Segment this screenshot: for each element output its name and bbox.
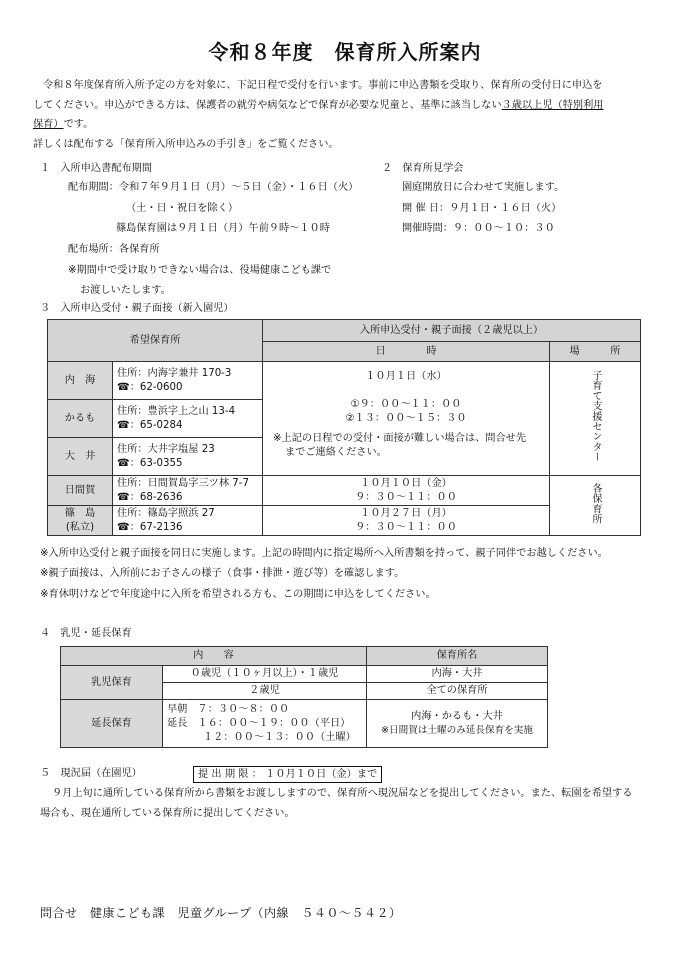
distribution-note-1: ※期間中で受け取りできない場合は、役場健康こども課で <box>68 265 332 276</box>
two-year-schools: 全ての保育所 <box>367 683 548 700</box>
infant-extended-table <box>60 646 548 748</box>
school-private-label: (私立) <box>65 521 95 533</box>
school-tel: ☎：65-0284 <box>117 419 183 431</box>
reception-slot-1: ①９：００～１１：００ <box>350 399 462 410</box>
extended-schools <box>367 700 548 748</box>
school-contact <box>113 506 263 536</box>
sasajima-distribution: 篠島保育園は９月１日（月）午前９時～１０時 <box>116 223 330 234</box>
school-name: 内 海 <box>48 362 113 400</box>
infant-schools: 内海・大井 <box>367 666 548 683</box>
intro-line-2-text: してください。申込ができる方は、保護者の就労や病気などで保育が必要な児童と、基準に該当しない <box>33 99 502 111</box>
school-address: 住所：豊浜字上之山 13-4 <box>117 405 236 417</box>
sasajima-schedule <box>263 506 550 536</box>
school-name: 大 井 <box>48 438 113 476</box>
section-4-heading: ４ 乳児・延長保育 <box>40 628 132 639</box>
himaka-time: ９：３０～１１：００ <box>355 491 457 503</box>
header-school: 希望保育所 <box>48 320 263 362</box>
tour-dates: 開 催 日：９月１日・１６日（火） <box>402 203 562 214</box>
status-report-body-2: 場合も、現在通所している保育所に提出してください。 <box>40 808 295 819</box>
school-tel: ☎：67-2136 <box>117 521 183 533</box>
intro-line-1: 令和８年度保育所入所予定の方を対象に、下記日程で受付を行います。事前に申込書類を受取り、保育所の受付日に申込を <box>43 80 603 91</box>
distribution-period: 配布期間：令和７年９月１日（月）～５日（金）・１６日（火） <box>68 182 359 193</box>
section-3-heading: ３ 入所申込受付・親子面接（新入園児） <box>40 303 234 314</box>
intro-line-3-text: です。 <box>63 119 94 130</box>
status-report-body-1: ９月上旬に通所している保育所から書類をお渡ししますので、保育所へ現況届などを提出してください。また、転園を希望する <box>52 788 633 799</box>
reception-place-center <box>550 362 641 476</box>
infant-age-range: ０歳児（１０ヶ月以上）・１歳児 <box>163 666 367 683</box>
header-reception: 入所申込受付・親子面接（２歳児以上） <box>263 320 641 342</box>
intro-special-use-end: 保育） <box>33 119 64 130</box>
school-name-sasajima <box>48 506 113 536</box>
table-row <box>61 700 548 748</box>
sasajima-date: １０月２７日（月） <box>360 507 452 519</box>
himaka-saturday-note: ※日間賀は土曜のみ延長保育を実施 <box>381 724 533 736</box>
table-row <box>61 666 548 683</box>
school-contact <box>113 400 263 438</box>
page-title: 令和８年度 保育所入所案内 <box>208 40 482 64</box>
reception-place-each <box>550 476 641 536</box>
intro-special-use: ３歳以上児（特別利用 <box>501 99 604 111</box>
reception-slot-2: ②１３：００～１５：３０ <box>345 413 467 424</box>
school-name: 篠 島 <box>64 507 96 519</box>
header-place: 場 所 <box>550 342 641 362</box>
school-address: 住所：日間賀島字三ツ林 7-7 <box>117 477 249 489</box>
header-schools: 保育所名 <box>367 647 548 666</box>
school-tel: ☎：68-2636 <box>117 491 183 503</box>
two-year-olds: ２歳児 <box>163 683 367 700</box>
school-address: 住所：大井字塩屋 23 <box>117 443 215 455</box>
school-contact <box>113 362 263 400</box>
note-interview: ※親子面接は、入所前にお子さんの様子（食事・排泄・遊び等）を確認します。 <box>40 568 405 579</box>
extended-hours <box>163 700 367 748</box>
distribution-note-2: お渡しいたします。 <box>80 285 171 296</box>
note-midyear: ※育休明けなどで年度途中に入所を希望される方も、この期間に申込をしてください。 <box>40 589 436 600</box>
section-2-heading: ２ 保育所見学会 <box>382 163 464 174</box>
deadline-box <box>193 766 382 783</box>
intro <box>33 76 658 154</box>
school-tel: ☎：63-0355 <box>117 457 183 469</box>
distribution-period-note: （土・日・祝日を除く） <box>126 203 239 214</box>
table-row <box>48 476 641 506</box>
school-name: かるも <box>48 400 113 438</box>
section-5-heading: ５ 現況届（在園児） <box>40 768 142 779</box>
intro-line-2 <box>33 96 658 116</box>
school-tel: ☎：62-0600 <box>117 381 183 393</box>
distribution-place: 配布場所：各保育所 <box>68 244 160 255</box>
submission-deadline: 提 出 期 限 ： １０月１０日（金）まで <box>193 766 382 783</box>
header-content: 内 容 <box>61 647 367 666</box>
tour-time: 開催時間：９：００～１０：３０ <box>402 223 555 234</box>
sasajima-time: ９：３０～１１：００ <box>355 521 457 533</box>
early-hours: 早朝 ７：３０～８：００ <box>167 703 290 715</box>
each-school: 各保育所 <box>590 482 601 524</box>
school-contact <box>113 438 263 476</box>
reception-note-1: ※上記の日程での受付・面接が難しい場合は、問合せ先 <box>273 433 527 444</box>
school-name: 日間賀 <box>48 476 113 506</box>
himaka-date: １０月１０日（金） <box>360 477 452 489</box>
himaka-schedule <box>263 476 550 506</box>
school-address: 住所：篠島字照浜 27 <box>117 507 215 519</box>
table-row <box>48 362 641 400</box>
reception-date: １０月１日（水） <box>365 371 447 382</box>
school-contact <box>113 476 263 506</box>
intro-line-3 <box>33 115 658 135</box>
saturday-extended-hours: １２：００～１３：００（土曜） <box>203 731 356 743</box>
contact-footer: 問合せ 健康こども課 児童グループ（内線 ５４０～５４２） <box>40 906 402 920</box>
infant-care-label: 乳児保育 <box>61 666 163 700</box>
childcare-support-center: 子育て支援センター <box>590 370 601 462</box>
extended-school-list: 内海・かるも・大井 <box>411 710 503 722</box>
note-same-day: ※入所申込受付と親子面接を同日に実施します。上記の時間内に指定場所へ入所書類を持って、親子同伴でお越しください。 <box>40 548 608 559</box>
extended-care-label: 延長保育 <box>61 700 163 748</box>
intro-guide-note: 詳しくは配布する「保育所入所申込みの手引き」をご覧ください。 <box>33 138 339 150</box>
section-1-heading: １ 入所申込書配布期間 <box>40 163 153 174</box>
weekday-extended-hours: 延長 １６：００～１９：００（平日） <box>167 717 351 729</box>
main-reception-schedule <box>263 362 550 476</box>
reception-table <box>47 319 641 536</box>
header-date: 日 時 <box>263 342 550 362</box>
school-address: 住所：内海字兼井 170-3 <box>117 367 232 379</box>
reception-note-2: までご連絡ください。 <box>285 447 387 458</box>
tour-description: 園庭開放日に合わせて実施します。 <box>402 182 565 193</box>
